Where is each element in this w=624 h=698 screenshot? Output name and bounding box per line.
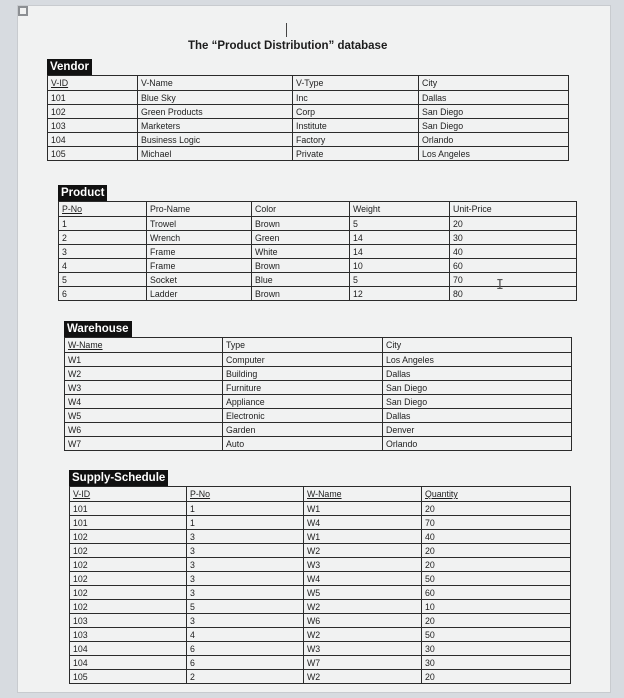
table-cell: Frame xyxy=(147,245,252,259)
table-cell: 104 xyxy=(48,133,138,147)
table-cell: 2 xyxy=(59,231,147,245)
table-row xyxy=(65,367,572,381)
table-cell: 6 xyxy=(59,287,147,301)
table-cell: 3 xyxy=(187,586,304,600)
table-cell: Auto xyxy=(223,437,383,451)
table-cell: 4 xyxy=(187,628,304,642)
table-cell: 2 xyxy=(187,670,304,684)
vendor-header-3: City xyxy=(419,76,569,91)
table-cell: Private xyxy=(293,147,419,161)
product-header-1: Pro-Name xyxy=(147,202,252,217)
warehouse-header-2: City xyxy=(383,338,572,353)
table-cell: Green Products xyxy=(138,105,293,119)
product-header-3: Weight xyxy=(350,202,450,217)
table-cell: 5 xyxy=(350,273,450,287)
table-cell: 10 xyxy=(350,259,450,273)
table-cell: Denver xyxy=(383,423,572,437)
table-cell: 103 xyxy=(48,119,138,133)
vendor-table-label: Vendor xyxy=(47,59,92,75)
table-cell: San Diego xyxy=(419,105,569,119)
table-cell: 1 xyxy=(187,516,304,530)
text-select-cursor-icon: I xyxy=(496,278,504,293)
table-cell: Dallas xyxy=(383,409,572,423)
table-cell: W3 xyxy=(304,642,422,656)
table-cell: 3 xyxy=(187,558,304,572)
table-cell: 102 xyxy=(70,530,187,544)
table-cell: Business Logic xyxy=(138,133,293,147)
table-row xyxy=(48,91,569,105)
table-row xyxy=(65,353,572,367)
table-cell: 101 xyxy=(70,502,187,516)
table-cell: W2 xyxy=(304,600,422,614)
table-cell: Orlando xyxy=(383,437,572,451)
table-cell: W1 xyxy=(65,353,223,367)
table-cell: Marketers xyxy=(138,119,293,133)
table-row xyxy=(70,642,571,656)
table-row xyxy=(65,409,572,423)
table-cell: 102 xyxy=(48,105,138,119)
table-cell: W7 xyxy=(65,437,223,451)
table-cell: Los Angeles xyxy=(383,353,572,367)
table-cell: 50 xyxy=(422,572,571,586)
table-cell: Brown xyxy=(252,217,350,231)
supply-schedule-header-2: W-Name xyxy=(304,487,422,502)
table-row xyxy=(59,259,577,273)
product-header-0: P-No xyxy=(59,202,147,217)
warehouse-header-0: W-Name xyxy=(65,338,223,353)
table-cell: 102 xyxy=(70,600,187,614)
table-cell: 5 xyxy=(187,600,304,614)
product-header-2: Color xyxy=(252,202,350,217)
corner-mark xyxy=(18,6,28,16)
table-cell: Dallas xyxy=(419,91,569,105)
vendor-header-2: V-Type xyxy=(293,76,419,91)
table-cell: San Diego xyxy=(419,119,569,133)
vendor-table xyxy=(47,75,569,161)
table-cell: 5 xyxy=(59,273,147,287)
table-cell: 3 xyxy=(187,572,304,586)
table-cell: 20 xyxy=(422,502,571,516)
warehouse-table xyxy=(64,337,572,451)
table-cell: 40 xyxy=(422,530,571,544)
table-cell: Brown xyxy=(252,259,350,273)
table-cell: Inc xyxy=(293,91,419,105)
table-cell: 1 xyxy=(59,217,147,231)
table-cell: 6 xyxy=(187,642,304,656)
supply-schedule-header-0: V-ID xyxy=(70,487,187,502)
table-cell: Furniture xyxy=(223,381,383,395)
table-cell: 102 xyxy=(70,586,187,600)
table-row xyxy=(65,423,572,437)
table-row xyxy=(70,656,571,670)
table-cell: W4 xyxy=(304,516,422,530)
table-cell: Green xyxy=(252,231,350,245)
product-table-label: Product xyxy=(58,185,107,201)
table-cell: 70 xyxy=(450,273,577,287)
table-cell: W2 xyxy=(304,670,422,684)
table-cell: W1 xyxy=(304,530,422,544)
table-cell: W6 xyxy=(304,614,422,628)
table-cell: 101 xyxy=(70,516,187,530)
product-header-4: Unit-Price xyxy=(450,202,577,217)
table-cell: W4 xyxy=(304,572,422,586)
table-cell: W5 xyxy=(65,409,223,423)
table-row xyxy=(70,558,571,572)
table-cell: Wrench xyxy=(147,231,252,245)
table-cell: W3 xyxy=(65,381,223,395)
table-row xyxy=(70,516,571,530)
vendor-header-1: V-Name xyxy=(138,76,293,91)
table-cell: San Diego xyxy=(383,395,572,409)
table-cell: W4 xyxy=(65,395,223,409)
table-cell: 30 xyxy=(422,642,571,656)
table-cell: 3 xyxy=(59,245,147,259)
table-cell: 60 xyxy=(422,586,571,600)
table-cell: 3 xyxy=(187,530,304,544)
table-cell: Appliance xyxy=(223,395,383,409)
table-cell: Los Angeles xyxy=(419,147,569,161)
table-cell: Institute xyxy=(293,119,419,133)
table-cell: W5 xyxy=(304,586,422,600)
warehouse-header-1: Type xyxy=(223,338,383,353)
table-cell: 105 xyxy=(48,147,138,161)
table-row xyxy=(59,231,577,245)
table-cell: 20 xyxy=(422,558,571,572)
table-cell: 5 xyxy=(350,217,450,231)
table-cell: Blue Sky xyxy=(138,91,293,105)
table-cell: 50 xyxy=(422,628,571,642)
table-cell: Orlando xyxy=(419,133,569,147)
table-cell: Dallas xyxy=(383,367,572,381)
table-cell: 1 xyxy=(187,502,304,516)
table-cell: 10 xyxy=(422,600,571,614)
table-cell: Factory xyxy=(293,133,419,147)
table-row xyxy=(65,381,572,395)
table-row xyxy=(59,245,577,259)
table-cell: Corp xyxy=(293,105,419,119)
table-cell: 104 xyxy=(70,642,187,656)
table-cell: 101 xyxy=(48,91,138,105)
table-row xyxy=(70,586,571,600)
table-row xyxy=(65,395,572,409)
table-cell: W2 xyxy=(304,628,422,642)
table-cell: W2 xyxy=(304,544,422,558)
text-cursor xyxy=(286,23,287,37)
table-cell: 102 xyxy=(70,572,187,586)
table-cell: W2 xyxy=(65,367,223,381)
table-cell: 20 xyxy=(422,614,571,628)
table-cell: 3 xyxy=(187,614,304,628)
table-cell: Computer xyxy=(223,353,383,367)
table-cell: 102 xyxy=(70,558,187,572)
table-cell: Ladder xyxy=(147,287,252,301)
table-cell: 14 xyxy=(350,245,450,259)
table-row xyxy=(70,670,571,684)
table-cell: W1 xyxy=(304,502,422,516)
table-cell: Electronic xyxy=(223,409,383,423)
scanned-page xyxy=(18,6,610,692)
table-cell: White xyxy=(252,245,350,259)
table-cell: 30 xyxy=(422,656,571,670)
supply-schedule-table-label: Supply-Schedule xyxy=(69,470,168,486)
table-cell: 60 xyxy=(450,259,577,273)
table-cell: W7 xyxy=(304,656,422,670)
table-row xyxy=(65,437,572,451)
table-row xyxy=(59,217,577,231)
table-cell: 40 xyxy=(450,245,577,259)
vendor-header-0: V-ID xyxy=(48,76,138,91)
table-cell: 30 xyxy=(450,231,577,245)
table-cell: 80 xyxy=(450,287,577,301)
table-cell: 102 xyxy=(70,544,187,558)
table-row xyxy=(48,147,569,161)
table-cell: 103 xyxy=(70,628,187,642)
table-row xyxy=(70,502,571,516)
table-cell: Garden xyxy=(223,423,383,437)
table-cell: Michael xyxy=(138,147,293,161)
supply-schedule-table xyxy=(69,486,571,684)
table-row xyxy=(70,530,571,544)
table-cell: 12 xyxy=(350,287,450,301)
table-row xyxy=(70,544,571,558)
table-cell: 105 xyxy=(70,670,187,684)
table-row xyxy=(48,119,569,133)
supply-schedule-header-3: Quantity xyxy=(422,487,571,502)
table-cell: 20 xyxy=(422,544,571,558)
table-cell: 70 xyxy=(422,516,571,530)
table-row xyxy=(70,600,571,614)
table-row xyxy=(70,572,571,586)
document-title: The “Product Distribution” database xyxy=(188,40,388,52)
table-row xyxy=(48,133,569,147)
table-cell: Trowel xyxy=(147,217,252,231)
warehouse-table-label: Warehouse xyxy=(64,321,132,337)
table-cell: 104 xyxy=(70,656,187,670)
table-cell: 20 xyxy=(422,670,571,684)
table-cell: Socket xyxy=(147,273,252,287)
table-row xyxy=(70,628,571,642)
table-cell: W3 xyxy=(304,558,422,572)
table-row xyxy=(48,105,569,119)
table-cell: 4 xyxy=(59,259,147,273)
table-cell: 3 xyxy=(187,544,304,558)
table-row xyxy=(70,614,571,628)
table-cell: Brown xyxy=(252,287,350,301)
table-cell: 14 xyxy=(350,231,450,245)
supply-schedule-header-1: P-No xyxy=(187,487,304,502)
table-cell: 6 xyxy=(187,656,304,670)
table-cell: W6 xyxy=(65,423,223,437)
table-cell: San Diego xyxy=(383,381,572,395)
table-cell: Blue xyxy=(252,273,350,287)
table-cell: Frame xyxy=(147,259,252,273)
table-cell: Building xyxy=(223,367,383,381)
table-cell: 103 xyxy=(70,614,187,628)
table-cell: 20 xyxy=(450,217,577,231)
